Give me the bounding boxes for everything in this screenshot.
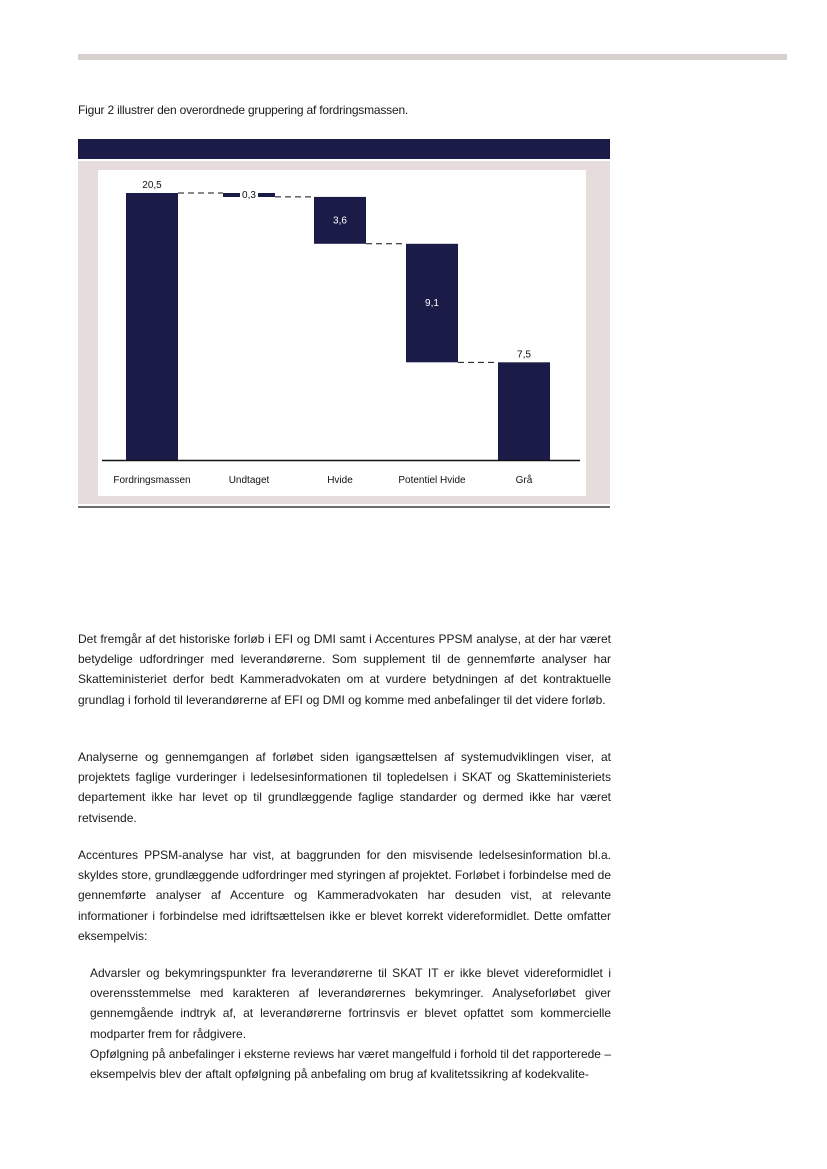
value-label-3: 9,1 <box>425 298 439 310</box>
figure-intro: Figur 2 illustrer den overordnede gruppering af fordringsmassen. <box>78 103 409 117</box>
waterfall-chart <box>98 170 586 496</box>
figure-panel <box>78 161 610 504</box>
bar-0 <box>126 193 178 460</box>
paragraph-3: Accentures PPSM-analyse har vist, at baggrunden for den misvisende ledelsesinformation bl.a. skyldes store, grundlæggende udfordringer med styringen af projektet. Forløbet i forbindelse med de gennemførte analyser af Accenture og Kammeradvokaten har desuden vist, at relevante informationer i forbindelse med idriftsættelsen ikke er blevet korrekt videreformidlet. Dette omfatter eksempelvis: <box>78 848 611 943</box>
bullet-list <box>90 963 611 1084</box>
bullet-item: Advarsler og bekymringspunkter fra leverandørerne til SKAT IT er ikke blevet videreformidlet i overensstemmelse med karakteren af leverandørernes bekymringer. Analyseforløbet giver gennemgående indtryk af, at leverandørerne fortrinsvis er blevet opfattet som kommercielle modparter frem for rådgivere. <box>90 966 611 1041</box>
top-rule <box>78 54 787 60</box>
bullet-item: Opfølgning på anbefalinger i eksterne reviews har været mangelfuld i forhold til det rapporterede – eksempelvis blev der aftalt opfølgning på anbefaling om brug af kvalitetssikring af kodekvalite- <box>90 1046 611 1082</box>
category-label-1: Undtaget <box>228 475 270 486</box>
category-label-3: Potentiel Hvide <box>398 475 466 486</box>
value-label-1: 0,3 <box>242 190 256 201</box>
paragraph-2: Analyserne og gennemgangen af forløbet siden igangsættelsen af systemudviklingen viser, at projektets faglige vurderinger i ledelsesinformationen til topledelsen i SKAT og Skatteministeriets departement ikke har levet op til grundlæggende faglige standarder og dermed ikke har været retvisende. <box>78 750 611 825</box>
figure-header-band <box>78 139 610 159</box>
category-label-0: Fordringsmassen <box>113 475 191 486</box>
category-label-2: Hvide <box>327 475 353 486</box>
figure-inner <box>98 170 586 496</box>
category-label-4: Grå <box>515 475 533 486</box>
value-label-2: 3,6 <box>333 215 347 227</box>
value-label-0: 20,5 <box>142 180 162 191</box>
figure-bottom-rule <box>78 506 610 508</box>
value-label-4: 7,5 <box>517 349 531 361</box>
paragraph-1: Det fremgår af det historiske forløb i EFI og DMI samt i Accentures PPSM analyse, at der har været betydelige udfordringer med leverandørerne. Som supplement til de gennemførte analyser har Skatteministeriet derfor bedt Kammeradvokaten om at vurdere betydningen af det kontraktuelle grundlag i forhold til leverandørerne af EFI og DMI og komme med anbefalinger til det videre forløb. <box>78 632 611 707</box>
bar-4 <box>498 362 550 460</box>
